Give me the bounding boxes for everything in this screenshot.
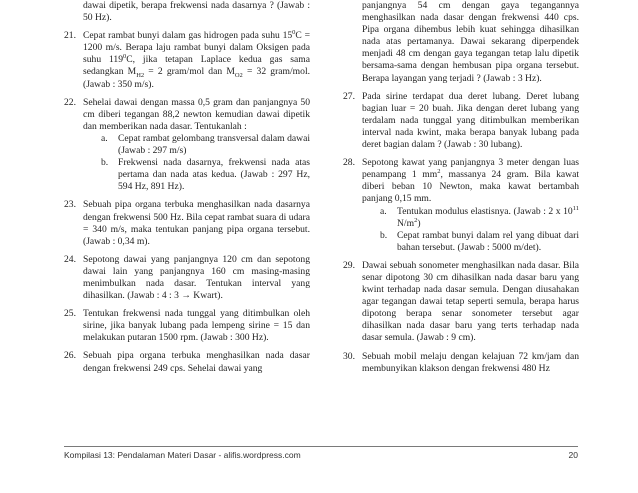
problem-text: Sepotong dawai yang panjangnya 120 cm dan sepotong dawai lain yang panjangnya 160 cm masing-masing menimbulkan nada dasar. Tentukan interval yang dihasilkan. (Jawab : 4 : 3 → Kwart). bbox=[83, 253, 310, 302]
problem-number: 21. bbox=[64, 30, 76, 42]
problem-24 bbox=[64, 254, 310, 302]
problem-text: Sebuah pipa organa terbuka menghasilkan nada dasarnya dengan frekwensi 500 Hz. Bila cepat rambat suara di udara = 340 m/s, maka tentukan panjang pipa organa tersebut. (Jawab : 0,34 m). bbox=[83, 199, 310, 247]
sub-item-a: a. Tentukan modulus elastisnya. (Jawab : 2 x $10^{11}$ $N/m^2$) bbox=[380, 204, 579, 229]
problem-text: Sebuah mobil melaju dengan kelajuan 72 km/jam dan membunyikan klakson dengan frekwensi 480 Hz bbox=[362, 350, 579, 374]
problem-21: 21. Cepat rambat bunyi dalam gas hidrogen pada suhu $15^0C = 1200$ m/s. Berapa laju rambat bunyi dalam Oksigen pada suhu $119^0C$, jika tetapan Laplace kedua gas sama sedangkan $M_{H2} = 2$ gram/mol dan $M_{O2} = 32$ gram/mol. (Jawab : 350 m/s). bbox=[64, 29, 311, 90]
continued-text: panjangnya 54 cm dengan gaya tegangannya menghasilkan nada dasar dengan frekwensi 440 cps. Pipa organa dihembus lebih kuat sehingga dihasilkan nada atas pertamanya. Dawai sekarang diperpendek menjadi 48 cm dengan gaya tegangan tetap lalu dipetik bersama-sama dengan hembusan pipa organa tersebut. Berapa layangan yang terjadi ? (Jawab : 3 Hz). bbox=[362, 0, 579, 84]
problem-text: Sepotong kawat yang panjangnya 3 meter dengan luas penampang 1 $mm^2$, massanya 24 gram. Bila kawat diberi beban 10 Newton, maka kawat bertambah panjang 0,15 mm. bbox=[362, 157, 579, 205]
footer-source: Kompilasi 13: Pendalaman Materi Dasar - alifis.wordpress.com bbox=[64, 450, 301, 460]
left-column bbox=[64, 0, 310, 381]
problem-22 bbox=[64, 97, 310, 194]
problem-27 bbox=[343, 91, 579, 151]
problem-number: 30. bbox=[343, 350, 355, 362]
problem-23 bbox=[64, 199, 310, 247]
problem-number: 27. bbox=[343, 90, 355, 102]
problem-text: Sehelai dawai dengan massa 0,5 gram dan panjangnya 50 cm diberi tegangan 88,2 newton kemudian dawai dipetik dan memberikan nada dasar. Tentukanlah : bbox=[83, 96, 310, 132]
problem-text: Pada sirine terdapat dua deret lubang. Deret lubang bagian luar = 20 buah. Jika dengan deret lubang yang terdalam nada tunggal yang ditimbulkan memberikan interval nada kwint, maka berapa banyak lubang pada deret bagian dalam ? (Jawab : 30 lubang). bbox=[362, 90, 579, 151]
problem-number: 29. bbox=[343, 259, 355, 271]
footer-divider bbox=[64, 446, 578, 447]
problem-number: 25. bbox=[64, 308, 76, 320]
problem-number: 22. bbox=[64, 96, 76, 108]
problem-26 bbox=[64, 350, 310, 374]
problem-29 bbox=[343, 260, 579, 345]
problem-25 bbox=[64, 308, 310, 344]
continued-text: dawai dipetik, berapa frekwensi nada dasarnya ? (Jawab : 50 Hz). bbox=[83, 0, 310, 24]
right-column bbox=[343, 0, 579, 381]
problem-number: 26. bbox=[64, 350, 76, 362]
problem-text: Tentukan frekwensi nada tunggal yang ditimbulkan oleh sirine, jika banyak lubang pada lempeng sirine = 15 dan melakukan putaran 1500 rpm. (Jawab : 300 Hz). bbox=[83, 308, 310, 344]
problem-text: Dawai sebuah sonometer menghasilkan nada dasar. Bila senar dipotong 30 cm dihasilkan nada dasar baru yang kwint terhadap nada dasar semula. Dengan diusahakan agar tegangan dawai tetap seperti semula, berapa harus dipotong berapa senar sonometer tersebut agar dihasilkan nada dasar baru yang terts terhadap nada dasar semula. (Jawab : 9 cm). bbox=[362, 259, 579, 344]
problem-number: 24. bbox=[64, 253, 76, 265]
problem-number: 28. bbox=[343, 157, 355, 169]
page-number: 20 bbox=[568, 450, 578, 460]
sub-item-a: a. Cepat rambat gelombang transversal dalam dawai (Jawab : 297 m/s) bbox=[101, 132, 310, 157]
sub-item-b: b. Cepat rambat bunyi dalam rel yang dibuat dari bahan tersebut. (Jawab : 5000 m/det). bbox=[380, 229, 579, 253]
sub-item-b: b. Frekwensi nada dasarnya, frekwensi nada atas pertama dan nada atas kedua. (Jawab : 297 Hz, 594 Hz, 891 Hz). bbox=[101, 157, 310, 193]
problem-text: Sebuah pipa organa terbuka menghasilkan nada dasar dengan frekwensi 249 cps. Sehelai dawai yang bbox=[83, 350, 310, 374]
problem-30 bbox=[343, 351, 579, 375]
problem-28 bbox=[343, 157, 579, 254]
problem-number: 23. bbox=[64, 199, 76, 211]
